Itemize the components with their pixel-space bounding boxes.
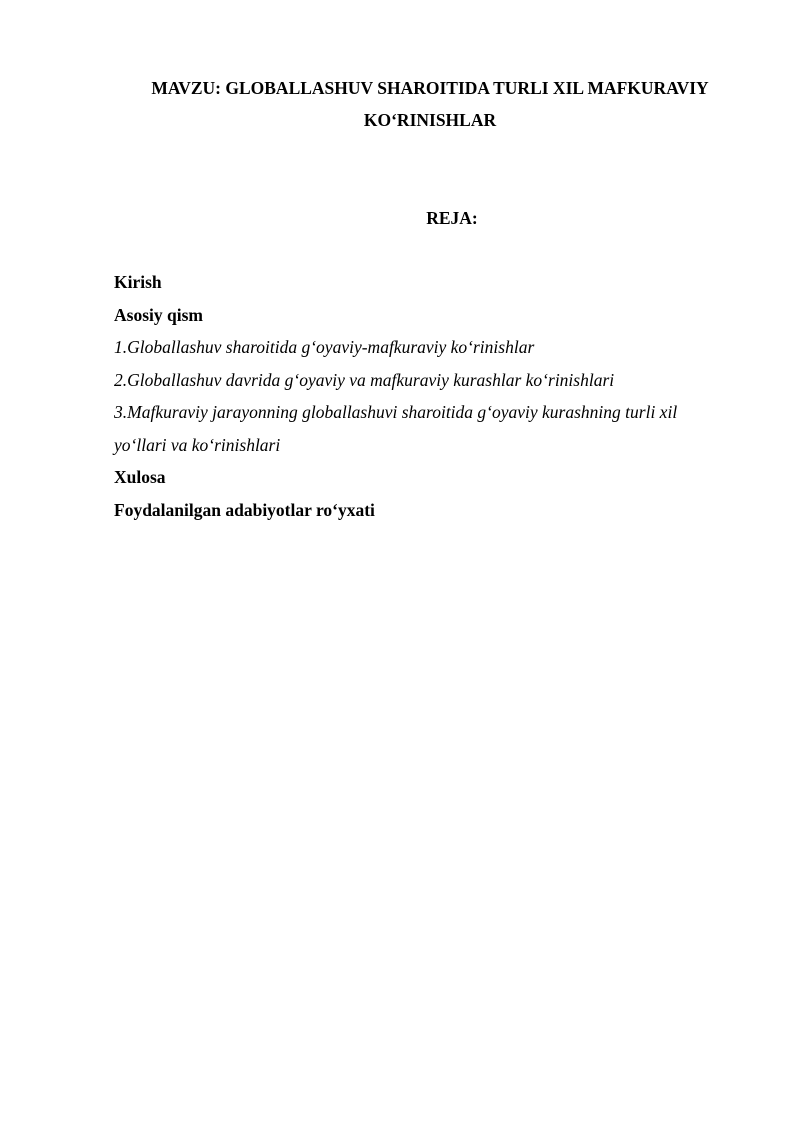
plan-item-3-line-1: 3.Mafkuraviy jarayonning globallashuvi sharoitida g‘oyaviy kurashning turli xil bbox=[114, 402, 678, 422]
title-line-2: KO‘RINISHLAR bbox=[363, 110, 497, 130]
plan-item-1: 1.Globallashuv sharoitida g‘oyaviy-mafkuraviy ko‘rinishlar bbox=[114, 337, 535, 357]
title-line-1: MAVZU: GLOBALLASHUV SHAROITIDA TURLI XIL MAFKURAVIY bbox=[151, 78, 709, 98]
plan-item-main-part: Asosiy qism bbox=[114, 304, 203, 325]
plan-item-conclusion: Xulosa bbox=[114, 467, 166, 487]
plan-item-intro: Kirish bbox=[114, 272, 162, 292]
plan-item-3-line-2: yo‘llari va ko‘rinishlari bbox=[114, 434, 281, 455]
plan-item-2: 2.Globallashuv davrida g‘oyaviy va mafkuraviy kurashlar ko‘rinishlari bbox=[114, 369, 615, 390]
plan-list bbox=[114, 266, 734, 526]
plan-heading: REJA: bbox=[426, 208, 478, 228]
plan-item-references: Foydalanilgan adabiyotlar ro‘yxati bbox=[114, 499, 375, 520]
document-title bbox=[110, 72, 750, 136]
